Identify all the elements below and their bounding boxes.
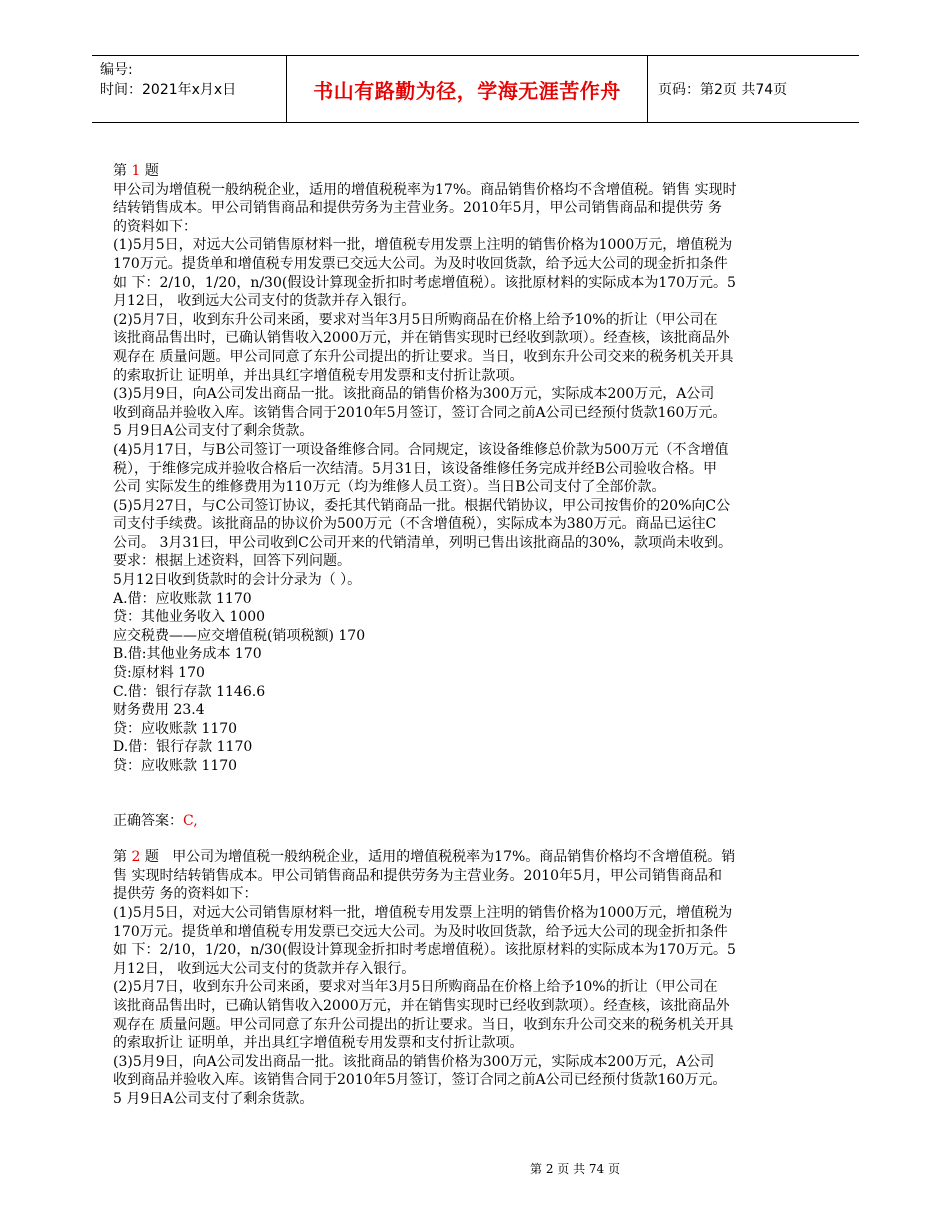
text-line: 财务费用 23.4	[113, 702, 205, 719]
header-slogan: 书山有路勤为径，学海无涯苦作舟	[313, 78, 621, 103]
text-line: (5)5月27日，与C公司签订协议，委托其代销商品一批。根据代销协议，甲公司按售价的20%向C公	[113, 497, 731, 514]
text-line: 结转销售成本。甲公司销售商品和提供劳务为主营业务。2010年5月，甲公司销售商品和提供劳 务	[113, 200, 722, 217]
page-footer	[0, 1160, 950, 1177]
text-line: 170万元。提货单和增值税专用发票已交远大公司。为及时收回货款，给予远大公司的现金折扣条件	[113, 255, 728, 272]
text-line: 贷：应收账款 1170	[113, 720, 238, 737]
text-line: 观存在 质量问题。甲公司同意了东升公司提出的折让要求。当日，收到东升公司交来的税务机关开具	[113, 1016, 734, 1033]
text-line: B.借:其他业务成本 170	[113, 646, 262, 663]
text-line: 贷：应收账款 1170	[113, 758, 238, 774]
text-line: 贷：其他业务收入 1000	[113, 609, 266, 626]
text-line: 月12日， 收到远大公司支付的货款并存入银行。	[113, 293, 416, 310]
text-line: 收到商品并验收入库。该销售合同于2010年5月签订，签订合同之前A公司已经预付货款160万元。	[113, 404, 727, 421]
text-line: A.借：应收账款 1170	[113, 590, 252, 607]
text-line: 提供劳 务的资料如下：	[113, 886, 258, 903]
text-line: 要求：根据上述资料，回答下列问题。	[113, 553, 351, 570]
text-line: 观存在 质量问题。甲公司同意了东升公司提出的折让要求。当日，收到东升公司交来的税务机关开具	[113, 348, 734, 365]
text-line: 司支付手续费。该批商品的协议价为500万元（不含增值税），实际成本为380万元。商品已运往C	[113, 516, 717, 533]
question-1-text	[113, 181, 833, 776]
text-line: 如 下：2/10，1/20，n/30(假设计算现金折扣时考虑增值税）。该批原材料的实际成本为170万元。5	[113, 942, 736, 959]
header-slogan-cell	[286, 56, 648, 122]
text-line: 收到商品并验收入库。该销售合同于2010年5月签订，签订合同之前A公司已经预付货款160万元。	[113, 1072, 727, 1089]
question-2-text	[113, 867, 833, 1109]
text-line: 5 月9日A公司支付了剩余货款。	[113, 1090, 314, 1107]
header-page-info: 页码：第2页 共74页	[658, 82, 788, 98]
text-line: (2)5月7日，收到东升公司来函，要求对当年3月5日所购商品在价格上给予10%的折让（甲公司在	[113, 311, 718, 328]
text-line: 税），于维修完成并验收合格后一次结清。5月31日，该设备维修任务完成并经B公司验收合格。甲	[113, 460, 718, 477]
text-line: (1)5月5日，对远大公司销售原材料一批，增值税专用发票上注明的销售价格为1000万元，增值税为	[113, 904, 733, 921]
text-line: 公司 实际发生的维修费用为110万元（均为维修人员工资）。当日B公司支付了全部价款。	[113, 479, 666, 496]
text-line: 5 月9日A公司支付了剩余货款。	[113, 423, 314, 440]
text-line: (3)5月9日，向A公司发出商品一批。该批商品的销售价格为300万元，实际成本200万元，A公司	[113, 386, 715, 403]
text-line: 的索取折让 证明单，并出具红字增值税专用发票和支付折让款项。	[113, 367, 524, 384]
text-line: 如 下：2/10，1/20，n/30(假设计算现金折扣时考虑增值税）。该批原材料的实际成本为170万元。5	[113, 274, 736, 291]
question-2-heading: 第 2 题 甲公司为增值税一般纳税企业，适用的增值税税率为17%。商品销售价格均不含增值税。销	[113, 849, 736, 866]
text-line: (4)5月17日，与B公司签订一项设备维修合同。合同规定，该设备维修总价款为500万元（不含增值	[113, 441, 729, 458]
text-line: 月12日， 收到远大公司支付的货款并存入银行。	[113, 960, 416, 977]
header-meta	[100, 60, 236, 100]
question-1-answer: 正确答案：C,	[113, 812, 198, 829]
text-line: 应交税费——应交增值税(销项税额) 170	[113, 627, 366, 644]
page-header	[92, 55, 859, 123]
question-1-heading: 第 1 题	[113, 163, 159, 179]
text-line: 该批商品售出时，已确认销售收入2000万元，并在销售实现时已经收到款项）。经查核，该批商品外	[113, 997, 730, 1014]
text-line: 170万元。提货单和增值税专用发票已交远大公司。为及时收回货款，给予远大公司的现金折扣条件	[113, 923, 728, 940]
doc-time-label: 时间：2021年x月x日	[100, 82, 237, 98]
text-line: 售 实现时结转销售成本。甲公司销售商品和提供劳务为主营业务。2010年5月，甲公司销售商品和	[113, 867, 722, 884]
document-body	[113, 162, 833, 1109]
text-line: 公司。 3月31曰，甲公司收到C公司开来的代销清单，列明已售出该批商品的30%，款项尚未收到。	[113, 534, 732, 551]
text-line: (1)5月5日，对远大公司销售原材料一批，增值税专用发票上注明的销售价格为1000万元，增值税为	[113, 237, 733, 254]
text-line: 5月12日收到货款时的会计分录为（ ）。	[113, 572, 362, 589]
text-line: (3)5月9日，向A公司发出商品一批。该批商品的销售价格为300万元，实际成本200万元，A公司	[113, 1053, 715, 1070]
text-line: C.借：银行存款 1146.6	[113, 683, 266, 700]
text-line: 的资料如下：	[113, 218, 197, 235]
text-line: (2)5月7日，收到东升公司来函，要求对当年3月5日所购商品在价格上给予10%的折让（甲公司在	[113, 979, 718, 996]
question-number: 1	[131, 163, 141, 179]
text-line: 甲公司为增值税一般纳税企业，适用的增值税税率为17%。商品销售价格均不含增值税。销售 实现时	[113, 181, 737, 198]
footer-page-number: 第 2 页 共 74 页	[530, 1162, 620, 1176]
doc-number-label: 编号:	[100, 62, 133, 78]
question-number: 2	[131, 849, 141, 866]
text-line: 的索取折让 证明单，并出具红字增值税专用发票和支付折让款项。	[113, 1035, 524, 1052]
text-line: 贷:原材料 170	[113, 665, 205, 682]
answer-value: C,	[183, 812, 198, 829]
text-line: D.借：银行存款 1170	[113, 739, 253, 756]
text-line: 该批商品售出时，已确认销售收入2000万元，并在销售实现时已经收到款项）。经查核，该批商品外	[113, 330, 730, 347]
